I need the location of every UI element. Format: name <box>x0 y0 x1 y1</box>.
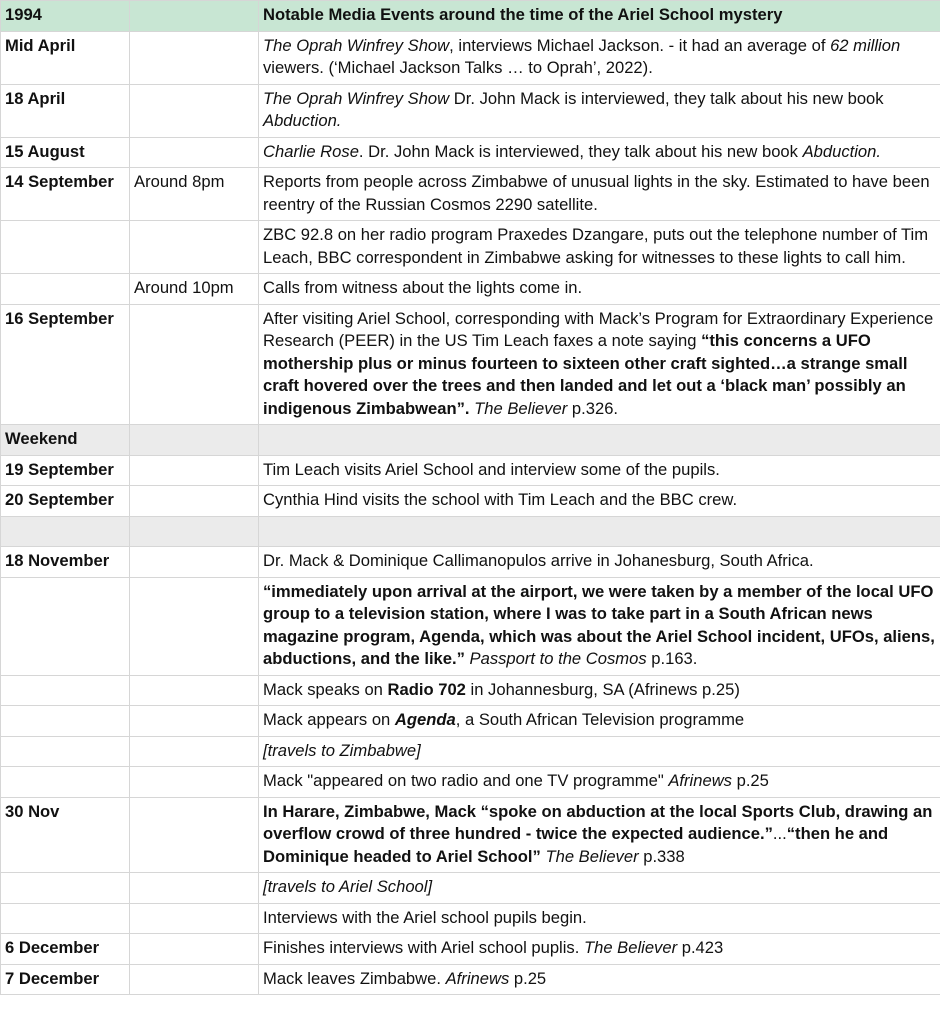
table-row <box>1 486 940 517</box>
time-cell <box>130 137 259 168</box>
time-cell <box>130 425 259 456</box>
date-cell: 18 November <box>1 547 130 578</box>
event-text-segment: . Dr. John Mack is interviewed, they talk about his new book <box>358 141 803 161</box>
event-cell <box>259 455 940 486</box>
event-text-segment: Abduction. <box>802 141 881 161</box>
event-text-segment: in Johannesburg, SA (Afrinews p.25) <box>465 679 740 699</box>
table-row <box>1 455 940 486</box>
table-row <box>1 425 940 456</box>
event-text-segment: viewers. (‘Michael Jackson Talks … to Oprah’, 2022). <box>263 58 653 77</box>
time-cell <box>130 675 259 706</box>
event-text-segment: Agenda <box>394 710 456 729</box>
event-text-segment: p.25 <box>509 968 547 988</box>
date-cell <box>1 903 130 934</box>
event-cell <box>259 274 940 305</box>
time-cell <box>130 797 259 873</box>
table-row <box>1 304 940 425</box>
event-text-segment: Afrinews <box>668 771 732 790</box>
date-cell: 7 December <box>1 964 130 995</box>
table-row <box>1 31 940 84</box>
table-row <box>1 221 940 274</box>
event-text-segment: ... <box>772 824 787 843</box>
year-header: 1994 <box>1 1 130 32</box>
time-cell: Around 10pm <box>130 274 259 305</box>
time-cell <box>130 486 259 517</box>
event-text-segment: p.423 <box>677 938 724 957</box>
event-cell <box>259 767 940 798</box>
event-text-segment: Mack "appeared on two radio and one TV programme" <box>263 771 669 790</box>
event-cell <box>259 736 940 767</box>
event-text-segment: Mack speaks on <box>263 679 388 699</box>
time-cell <box>130 934 259 965</box>
date-cell: 30 Nov <box>1 797 130 873</box>
event-text-segment: , a South African Television programme <box>455 710 745 729</box>
date-cell <box>1 577 130 675</box>
event-text-segment: “then he and Dominique headed to Ariel School” <box>263 824 889 866</box>
event-text-segment: “immediately upon arrival at the airport, we were taken by a member of the local UFO group to a television station, where I was to take part in a South African news magazine program, Agenda, which was about the Ariel School incident, UFOs, aliens, abductions, and the like.” <box>263 581 935 668</box>
event-text-segment: The Oprah Winfrey Show <box>263 35 450 55</box>
timeline-body <box>1 31 940 995</box>
time-cell <box>130 577 259 675</box>
event-text-segment: Tim Leach visits Ariel School and interview some of the pupils. <box>263 459 720 479</box>
time-cell <box>130 547 259 578</box>
table-row <box>1 675 940 706</box>
date-cell: 15 August <box>1 137 130 168</box>
event-text-segment: The Believer <box>545 846 639 866</box>
event-cell <box>259 873 940 904</box>
date-cell: Mid April <box>1 31 130 84</box>
time-cell <box>130 304 259 425</box>
event-cell <box>259 964 940 995</box>
event-cell <box>259 304 940 425</box>
date-cell: 18 April <box>1 84 130 137</box>
event-cell <box>259 903 940 934</box>
event-text-segment: [travels to Zimbabwe] <box>263 740 421 760</box>
event-cell <box>259 934 940 965</box>
header-row <box>1 1 940 32</box>
event-text-segment: In Harare, Zimbabwe, Mack “spoke on abduction at the local Sports Club, drawing an overflow crowd of three hundred - twice the expected audience.” <box>263 801 933 843</box>
event-text-segment: Radio 702 <box>387 679 466 699</box>
event-text-segment: Passport to the Cosmos <box>469 649 647 668</box>
table-row <box>1 964 940 995</box>
date-cell <box>1 767 130 798</box>
table-row <box>1 547 940 578</box>
time-cell <box>130 455 259 486</box>
event-cell <box>259 168 940 221</box>
event-text-segment: Finishes interviews with Ariel school puplis. <box>263 938 584 957</box>
time-cell <box>130 31 259 84</box>
time-cell <box>130 767 259 798</box>
date-cell: 16 September <box>1 304 130 425</box>
event-text-segment: ZBC 92.8 on her radio program Praxedes Dzangare, puts out the telephone number of Tim Leach, BBC correspondent in Zimbabwe asking for witnesses to these lights to call him. <box>263 225 929 267</box>
event-text-segment: After visiting Ariel School, corresponding with Mack’s Program for Extraordinary Experience Research (PEER) in the US Tim Leach faxes a note saying <box>263 308 934 350</box>
time-header <box>130 1 259 32</box>
event-cell <box>259 137 940 168</box>
time-cell <box>130 964 259 995</box>
time-cell <box>130 516 259 547</box>
event-text-segment: Charlie Rose <box>263 141 359 161</box>
event-text-segment: p.25 <box>731 771 769 790</box>
event-text-segment: p.326. <box>567 398 619 418</box>
event-cell <box>259 516 940 547</box>
event-text-segment: Calls from witness about the lights come in. <box>263 278 583 297</box>
event-text-segment: , interviews Michael Jackson. - it had an average of <box>449 35 831 55</box>
table-row <box>1 84 940 137</box>
time-cell <box>130 903 259 934</box>
date-cell <box>1 736 130 767</box>
date-cell <box>1 516 130 547</box>
event-text-segment: 62 million <box>830 35 901 55</box>
event-text-segment: Dr. Mack & Dominique Callimanopulos arrive in Johanesburg, South Africa. <box>263 551 814 570</box>
event-text-segment: p.338 <box>638 846 685 866</box>
event-text-segment: Dr. John Mack is interviewed, they talk about his new book <box>449 88 884 108</box>
date-cell <box>1 706 130 737</box>
event-text-segment: [travels to Ariel School] <box>263 877 433 896</box>
event-text-segment: Interviews with the Ariel school pupils begin. <box>263 907 587 927</box>
table-row <box>1 168 940 221</box>
table-row <box>1 274 940 305</box>
table-row <box>1 934 940 965</box>
table-row <box>1 797 940 873</box>
event-cell <box>259 31 940 84</box>
event-cell <box>259 486 940 517</box>
table-row <box>1 577 940 675</box>
event-text-segment: Abduction. <box>263 111 342 130</box>
date-cell: 14 September <box>1 168 130 221</box>
time-cell <box>130 706 259 737</box>
table-row <box>1 736 940 767</box>
table-row <box>1 706 940 737</box>
event-cell <box>259 547 940 578</box>
table-row <box>1 516 940 547</box>
date-cell: Weekend <box>1 425 130 456</box>
event-cell <box>259 706 940 737</box>
time-cell <box>130 736 259 767</box>
time-cell <box>130 84 259 137</box>
event-text-segment: Mack leaves Zimbabwe. <box>263 968 446 988</box>
event-cell <box>259 675 940 706</box>
event-text-segment: Cynthia Hind visits the school with Tim Leach and the BBC crew. <box>263 490 738 509</box>
event-cell <box>259 221 940 274</box>
event-text-segment: “this concerns a UFO mothership plus or minus fourteen to sixteen other craft sighted…a strange small craft hovered over the trees and then landed and let out a ‘black man’ possibly an indigenous Zimbabwean”. <box>263 331 908 418</box>
event-text-segment: Afrinews <box>445 968 510 988</box>
date-cell: 6 December <box>1 934 130 965</box>
event-cell <box>259 84 940 137</box>
title-header: Notable Media Events around the time of the Ariel School mystery <box>259 1 940 32</box>
date-cell <box>1 873 130 904</box>
time-cell: Around 8pm <box>130 168 259 221</box>
event-cell <box>259 425 940 456</box>
time-cell <box>130 873 259 904</box>
event-text-segment: The Oprah Winfrey Show <box>263 88 450 108</box>
event-text-segment: Reports from people across Zimbabwe of unusual lights in the sky. Estimated to have been reentry of the Russian Cosmos 2290 satellite. <box>263 172 930 214</box>
event-cell <box>259 797 940 873</box>
event-cell <box>259 577 940 675</box>
date-cell: 19 September <box>1 455 130 486</box>
date-cell <box>1 675 130 706</box>
table-row <box>1 767 940 798</box>
table-row <box>1 137 940 168</box>
event-text-segment: Mack appears on <box>263 710 395 729</box>
table-row <box>1 903 940 934</box>
date-cell <box>1 274 130 305</box>
time-cell <box>130 221 259 274</box>
event-text-segment: The Believer <box>474 398 568 418</box>
event-text-segment: The Believer <box>583 938 678 957</box>
table-row <box>1 873 940 904</box>
date-cell <box>1 221 130 274</box>
event-text-segment: p.163. <box>646 649 698 668</box>
date-cell: 20 September <box>1 486 130 517</box>
